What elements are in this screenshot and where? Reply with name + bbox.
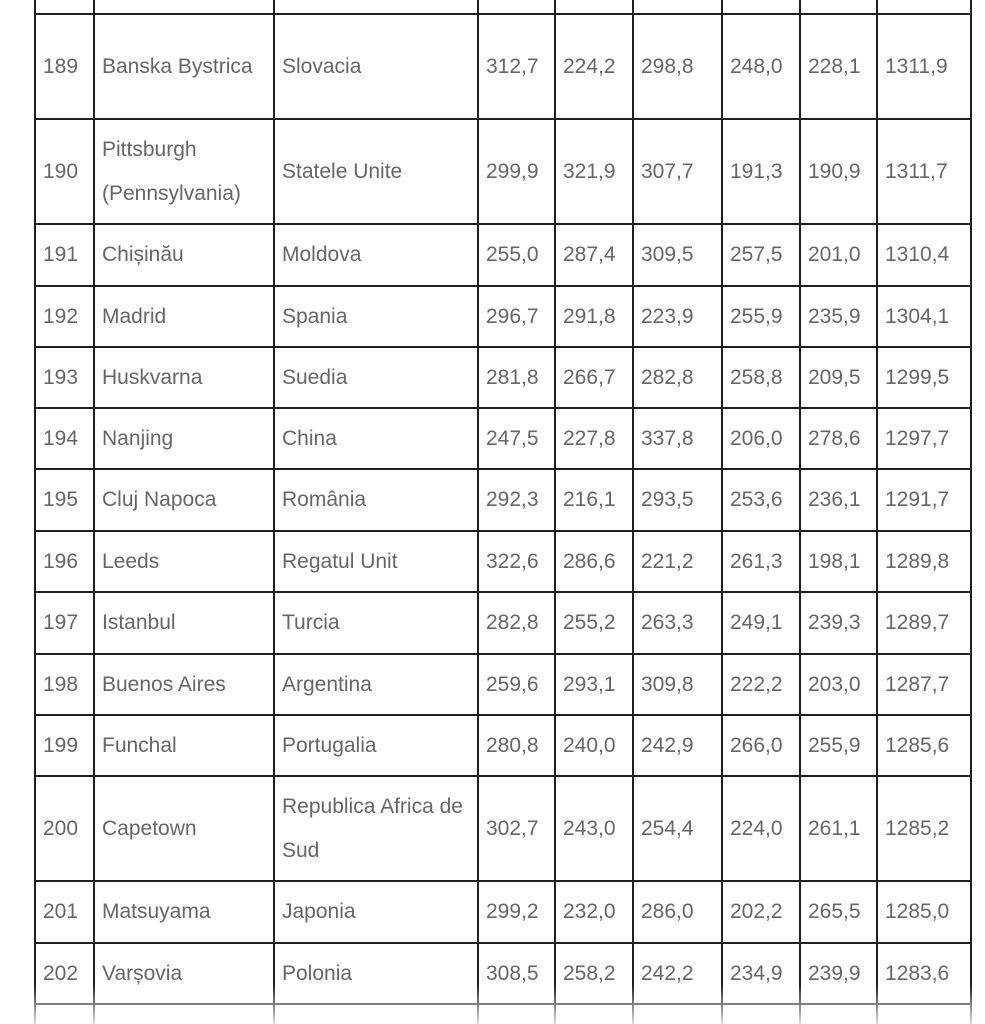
value1-cell xyxy=(478,347,555,408)
value1-cell xyxy=(478,224,555,286)
rank-cell xyxy=(35,14,94,119)
value5-cell xyxy=(800,654,877,715)
value4-text: 255,9 xyxy=(730,304,783,328)
value5-text: 239,9 xyxy=(808,961,861,985)
city-text: Buenos Aires xyxy=(102,672,226,696)
rank-text: 200 xyxy=(43,816,79,840)
value4-cell xyxy=(722,469,800,531)
value2-cell xyxy=(555,531,633,592)
value3-cell xyxy=(633,881,722,943)
value1-text: 259,6 xyxy=(486,672,539,696)
value2-text: 291,8 xyxy=(563,304,616,328)
city-cell xyxy=(94,286,274,347)
value3-text: 221,2 xyxy=(641,549,694,573)
country-cell xyxy=(274,286,478,347)
city-text: Varșovia xyxy=(102,961,183,985)
value3-cell xyxy=(633,347,722,408)
value1-cell xyxy=(478,408,555,469)
total-cell xyxy=(877,224,971,286)
country-cell xyxy=(274,531,478,592)
country-text: Moldova xyxy=(282,243,362,266)
value2-text: 255,2 xyxy=(563,611,616,634)
rank-text: 189 xyxy=(43,54,79,78)
country-cell xyxy=(274,119,478,224)
value2-text: 266,7 xyxy=(563,365,616,389)
total-text: 1291,7 xyxy=(885,488,950,511)
value4-text: 206,0 xyxy=(730,426,783,450)
total-text: 1289,8 xyxy=(885,549,950,573)
rank-cell xyxy=(35,943,94,1004)
value5-cell xyxy=(800,943,877,1004)
value4-cell xyxy=(722,408,800,469)
value4-text: 257,5 xyxy=(730,243,783,266)
total-text: 1287,7 xyxy=(885,672,950,696)
total-text: 1289,7 xyxy=(885,611,950,634)
value3-text: 293,5 xyxy=(641,488,694,511)
city-cell xyxy=(94,469,274,531)
city-cell xyxy=(94,592,274,654)
value4-text: 248,0 xyxy=(730,54,783,78)
total-text: 1285,0 xyxy=(885,900,950,923)
value4-cell xyxy=(722,943,800,1004)
total-text: 1285,6 xyxy=(885,733,950,757)
value3-cell xyxy=(633,531,722,592)
value4-text: 253,6 xyxy=(730,488,783,511)
rank-text: 196 xyxy=(43,549,79,573)
value1-text: 281,8 xyxy=(486,365,539,389)
country-cell xyxy=(274,776,478,881)
rank-text: 198 xyxy=(43,672,79,696)
value1-text: 247,5 xyxy=(486,426,539,450)
country-text: Turcia xyxy=(282,611,340,634)
country-cell xyxy=(274,654,478,715)
value4-text: 249,1 xyxy=(730,611,783,634)
country-text: Japonia xyxy=(282,900,356,923)
city-cell xyxy=(94,715,274,776)
rank-text: 201 xyxy=(43,900,79,923)
value2-text: 286,6 xyxy=(563,549,616,573)
rank-cell xyxy=(35,347,94,408)
value2-text: 227,8 xyxy=(563,426,616,450)
value2-cell xyxy=(555,286,633,347)
rank-cell xyxy=(35,654,94,715)
value5-cell xyxy=(800,224,877,286)
total-cell xyxy=(877,469,971,531)
city-text: Cluj Napoca xyxy=(102,488,217,511)
rank-cell xyxy=(35,592,94,654)
country-text: Republica Africa de Sud xyxy=(282,794,463,862)
value4-text: 191,3 xyxy=(730,159,783,183)
value2-text: 321,9 xyxy=(563,159,616,183)
value5-cell xyxy=(800,119,877,224)
value1-cell xyxy=(478,881,555,943)
value1-cell xyxy=(478,531,555,592)
value5-text: 278,6 xyxy=(808,426,861,450)
value3-text: 242,9 xyxy=(641,733,694,757)
value5-text: 261,1 xyxy=(808,816,861,840)
city-text: Capetown xyxy=(102,816,197,840)
country-text: Regatul Unit xyxy=(282,549,398,573)
city-cell xyxy=(94,408,274,469)
value2-cell xyxy=(555,224,633,286)
value4-cell xyxy=(722,347,800,408)
value5-cell xyxy=(800,881,877,943)
value1-text: 280,8 xyxy=(486,733,539,757)
value1-text: 255,0 xyxy=(486,243,539,266)
city-text: Matsuyama xyxy=(102,900,211,923)
city-text: Huskvarna xyxy=(102,365,203,389)
value5-text: 190,9 xyxy=(808,159,861,183)
country-text: România xyxy=(282,488,367,511)
country-cell xyxy=(274,224,478,286)
value2-cell xyxy=(555,14,633,119)
rank-text: 192 xyxy=(43,304,79,328)
country-cell xyxy=(274,881,478,943)
value4-cell xyxy=(722,881,800,943)
value4-cell xyxy=(722,654,800,715)
city-text: Madrid xyxy=(102,304,167,328)
value3-text: 242,2 xyxy=(641,961,694,985)
rank-cell xyxy=(35,531,94,592)
value3-cell xyxy=(633,408,722,469)
city-cell xyxy=(94,881,274,943)
city-text: Nanjing xyxy=(102,426,174,450)
value2-text: 293,1 xyxy=(563,672,616,696)
city-text: Leeds xyxy=(102,549,160,573)
rank-text: 197 xyxy=(43,611,79,634)
value2-text: 258,2 xyxy=(563,961,616,985)
value1-text: 282,8 xyxy=(486,611,539,634)
value4-cell xyxy=(722,592,800,654)
total-cell xyxy=(877,654,971,715)
value1-cell xyxy=(478,592,555,654)
value5-cell xyxy=(800,592,877,654)
value3-cell xyxy=(633,943,722,1004)
country-cell xyxy=(274,592,478,654)
value2-cell xyxy=(555,943,633,1004)
value4-text: 222,2 xyxy=(730,672,783,696)
value3-cell xyxy=(633,592,722,654)
rank-text: 202 xyxy=(43,961,79,985)
value2-text: 287,4 xyxy=(563,243,616,266)
total-text: 1311,7 xyxy=(885,159,948,183)
rank-text: 199 xyxy=(43,733,79,757)
value3-cell xyxy=(633,119,722,224)
value1-cell xyxy=(478,943,555,1004)
value2-text: 224,2 xyxy=(563,54,616,78)
value1-text: 312,7 xyxy=(486,54,539,78)
country-text: Slovacia xyxy=(282,54,362,78)
total-cell xyxy=(877,347,971,408)
rank-cell xyxy=(35,224,94,286)
value5-cell xyxy=(800,531,877,592)
value3-text: 286,0 xyxy=(641,900,694,923)
value3-text: 309,5 xyxy=(641,243,694,266)
value1-text: 299,9 xyxy=(486,159,539,183)
value1-cell xyxy=(478,776,555,881)
value2-cell xyxy=(555,408,633,469)
value5-cell xyxy=(800,14,877,119)
value4-text: 266,0 xyxy=(730,733,783,757)
value4-text: 202,2 xyxy=(730,900,783,923)
value1-cell xyxy=(478,286,555,347)
value4-text: 258,8 xyxy=(730,365,783,389)
total-cell xyxy=(877,408,971,469)
value5-cell xyxy=(800,715,877,776)
value4-cell xyxy=(722,224,800,286)
value3-text: 337,8 xyxy=(641,426,694,450)
rank-cell xyxy=(35,119,94,224)
total-cell xyxy=(877,286,971,347)
value3-text: 309,8 xyxy=(641,672,694,696)
value3-cell xyxy=(633,14,722,119)
total-cell xyxy=(877,715,971,776)
rank-text: 190 xyxy=(43,159,79,183)
rank-text: 193 xyxy=(43,365,79,389)
value5-cell xyxy=(800,408,877,469)
value2-cell xyxy=(555,469,633,531)
value2-text: 243,0 xyxy=(563,816,616,840)
rank-cell xyxy=(35,286,94,347)
value4-text: 261,3 xyxy=(730,549,783,573)
total-text: 1304,1 xyxy=(885,304,950,328)
value1-text: 296,7 xyxy=(486,304,539,328)
value1-text: 299,2 xyxy=(486,900,539,923)
value3-text: 307,7 xyxy=(641,159,694,183)
value3-cell xyxy=(633,469,722,531)
value3-text: 298,8 xyxy=(641,54,694,78)
country-cell xyxy=(274,469,478,531)
value5-text: 228,1 xyxy=(808,54,861,78)
total-cell xyxy=(877,14,971,119)
country-cell xyxy=(274,408,478,469)
value1-cell xyxy=(478,119,555,224)
value1-text: 292,3 xyxy=(486,488,539,511)
country-text: Portugalia xyxy=(282,733,377,757)
country-text: Suedia xyxy=(282,365,348,389)
city-cell xyxy=(94,531,274,592)
total-cell xyxy=(877,119,971,224)
city-text: Pittsburgh (Pennsylvania) xyxy=(102,137,241,205)
value3-text: 223,9 xyxy=(641,304,694,328)
value2-cell xyxy=(555,715,633,776)
value3-cell xyxy=(633,715,722,776)
total-cell xyxy=(877,531,971,592)
value3-cell xyxy=(633,224,722,286)
value2-cell xyxy=(555,654,633,715)
value5-text: 209,5 xyxy=(808,365,861,389)
rank-text: 195 xyxy=(43,488,79,511)
value4-cell xyxy=(722,776,800,881)
value1-text: 308,5 xyxy=(486,961,539,985)
rank-text: 191 xyxy=(43,243,79,266)
value4-cell xyxy=(722,531,800,592)
value5-cell xyxy=(800,286,877,347)
value2-cell xyxy=(555,347,633,408)
city-cell xyxy=(94,224,274,286)
country-cell xyxy=(274,14,478,119)
value1-cell xyxy=(478,14,555,119)
value4-text: 224,0 xyxy=(730,816,783,840)
value2-cell xyxy=(555,592,633,654)
value5-cell xyxy=(800,469,877,531)
city-text: Banska Bystrica xyxy=(102,54,253,78)
total-text: 1299,5 xyxy=(885,365,950,389)
total-text: 1311,9 xyxy=(885,54,948,78)
city-text: Funchal xyxy=(102,733,177,757)
country-cell xyxy=(274,943,478,1004)
total-cell xyxy=(877,881,971,943)
rank-text: 194 xyxy=(43,426,79,450)
city-cell xyxy=(94,943,274,1004)
value1-text: 322,6 xyxy=(486,549,539,573)
country-text: Polonia xyxy=(282,961,353,985)
value5-text: 265,5 xyxy=(808,900,861,923)
total-cell xyxy=(877,592,971,654)
country-text: Argentina xyxy=(282,672,372,696)
value3-cell xyxy=(633,776,722,881)
value2-text: 216,1 xyxy=(563,488,616,511)
value5-text: 239,3 xyxy=(808,611,861,634)
value5-text: 201,0 xyxy=(808,243,861,266)
country-text: China xyxy=(282,426,337,450)
value2-cell xyxy=(555,776,633,881)
value1-cell xyxy=(478,469,555,531)
city-text: Istanbul xyxy=(102,611,176,634)
rank-cell xyxy=(35,715,94,776)
rank-cell xyxy=(35,469,94,531)
total-cell xyxy=(877,776,971,881)
value4-cell xyxy=(722,14,800,119)
country-cell xyxy=(274,347,478,408)
value3-cell xyxy=(633,286,722,347)
value3-text: 263,3 xyxy=(641,611,694,634)
value3-cell xyxy=(633,654,722,715)
total-text: 1285,2 xyxy=(885,816,950,840)
value4-cell xyxy=(722,286,800,347)
value2-cell xyxy=(555,881,633,943)
value4-text: 234,9 xyxy=(730,961,783,985)
value4-cell xyxy=(722,119,800,224)
city-cell xyxy=(94,347,274,408)
rank-cell xyxy=(35,776,94,881)
country-cell xyxy=(274,715,478,776)
rank-cell xyxy=(35,408,94,469)
value5-text: 198,1 xyxy=(808,549,861,573)
value5-cell xyxy=(800,347,877,408)
value3-text: 282,8 xyxy=(641,365,694,389)
value5-cell xyxy=(800,776,877,881)
city-cell xyxy=(94,14,274,119)
value4-cell xyxy=(722,715,800,776)
rank-cell xyxy=(35,881,94,943)
city-cell xyxy=(94,654,274,715)
total-cell xyxy=(877,943,971,1004)
value5-text: 255,9 xyxy=(808,733,861,757)
value1-cell xyxy=(478,654,555,715)
value5-text: 203,0 xyxy=(808,672,861,696)
country-text: Statele Unite xyxy=(282,159,403,183)
city-text: Chișinău xyxy=(102,243,184,266)
value5-text: 236,1 xyxy=(808,488,861,511)
value3-text: 254,4 xyxy=(641,816,694,840)
city-cell xyxy=(94,776,274,881)
total-text: 1310,4 xyxy=(885,243,950,266)
total-text: 1283,6 xyxy=(885,961,950,985)
value2-text: 240,0 xyxy=(563,733,616,757)
value1-cell xyxy=(478,715,555,776)
value5-text: 235,9 xyxy=(808,304,861,328)
total-text: 1297,7 xyxy=(885,426,950,450)
value2-cell xyxy=(555,119,633,224)
value2-text: 232,0 xyxy=(563,900,616,923)
country-text: Spania xyxy=(282,304,348,328)
value1-text: 302,7 xyxy=(486,816,539,840)
city-cell xyxy=(94,119,274,224)
